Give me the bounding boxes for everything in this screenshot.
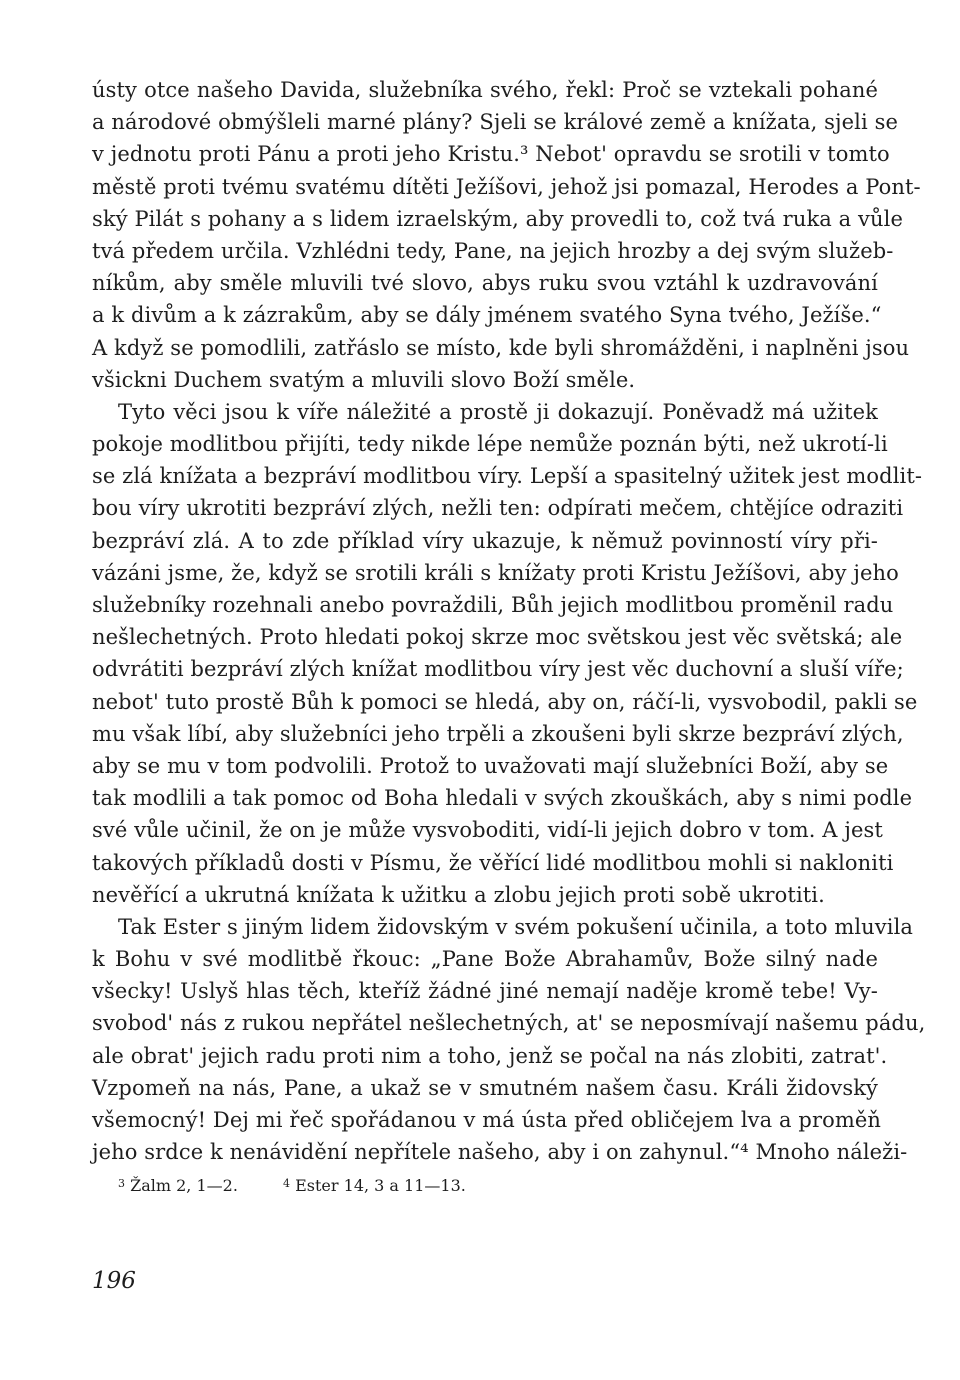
text-line: své vůle učinil, že on je může vysvoboditi, vidí-li jejich dobro v tom. A jest — [92, 818, 883, 843]
text-line: ský Pilát s pohany a s lidem izraelským, aby provedli to, což tvá ruka a vůle — [92, 206, 903, 231]
paragraph-first-line: Tak Ester s jiným lidem židovským v svém pokušení učinila, a toto mluvila — [118, 914, 914, 939]
text-line: všecky! Uslyš hlas těch, kteříž žádné jiné nemají naděje kromě tebe! Vy- — [92, 979, 878, 1004]
text-line: a k divům a k zázrakům, aby se dály jménem svatého Syna tvého, Ježíše.“ — [92, 303, 882, 328]
text-line: ale obrat' jejich radu proti nim a toho, jenž se počal na nás zlobiti, zatrat'. — [92, 1043, 888, 1068]
text-line: a národové obmýšleli marné plány? Sjeli se králové země a knížata, sjeli se — [92, 110, 898, 135]
page-body — [92, 74, 926, 1197]
text-line: se zlá knížata a bezpráví modlitbou víry. Lepší a spasitelný užitek jest modlit- — [92, 464, 923, 489]
text-line: odvrátiti bezpráví zlých knížat modlitbou víry jest věc duchovní a sluší víře; — [92, 657, 904, 682]
text-line: bezpráví zlá. A to zde příklad víry ukazuje, k němuž povinností víry při- — [92, 528, 878, 553]
text-line: jeho srdce k nenávidění nepřítele našeho, aby i on zahynul.“⁴ Mnoho náleži- — [92, 1140, 908, 1165]
text-line: takových příkladů dosti v Písmu, že věřící lidé modlitbou mohli si nakloniti — [92, 850, 894, 875]
footnote-mark: 3 — [118, 1177, 125, 1191]
text-line: aby se mu v tom podvolili. Protož to uvažovati mají služebníci Boží, aby se — [92, 753, 889, 778]
text-line: A když se pomodlili, zatřáslo se místo, kde byli shromážděni, i naplněni jsou — [92, 335, 910, 360]
text-line: svobod' nás z rukou nepřátel nešlechetných, at' se neposmívají našemu pádu, — [92, 1011, 926, 1036]
page-number: 196 — [92, 1268, 136, 1294]
footnote-text: Žalm 2, 1—2. — [130, 1176, 238, 1196]
footnotes — [92, 1175, 878, 1197]
text-line: nevěřící a ukrutná knížata k užitku a zlobu jejich proti sobě ukrotiti. — [92, 882, 825, 907]
text-line: tvá předem určila. Vzhlédni tedy, Pane, na jejich hrozby a dej svým služeb- — [92, 238, 894, 263]
text-line: nebot' tuto prostě Bůh k pomoci se hledá, aby on, ráčí-li, vysvobodil, pakli se — [92, 689, 918, 714]
text-line: městě proti tvému svatému dítěti Ježíšovi, jehož jsi pomazal, Herodes a Pont- — [92, 174, 921, 199]
text-line: vázáni jsme, že, když se srotili králi s knížaty proti Kristu Ježíšovi, aby jeho — [92, 560, 899, 585]
text-line: mu však líbí, aby služebníci jeho trpěli a zkoušeni byli skrze bezpráví zlých, — [92, 721, 904, 746]
text-line: Vzpomeň na nás, Pane, a ukaž se v smutném našem času. Králi židovský — [92, 1075, 878, 1100]
paragraph-first-line: Tyto věci jsou k víře náležité a prostě ji dokazují. Poněvadž má užitek — [118, 399, 878, 424]
text-line: níkům, aby směle mluvili tvé slovo, abys ruku svou vztáhl k uzdravování — [92, 271, 878, 296]
footnote-mark: 4 — [283, 1177, 291, 1191]
text-line: k Bohu v své modlitbě řkouc: „Pane Bože Abrahamův, Bože silný nade — [92, 947, 878, 972]
text-line: nešlechetných. Proto hledati pokoj skrze moc světskou jest věc světská; ale — [92, 625, 903, 650]
text-line: všemocný! Dej mi řeč spořádanou v má ústa před obličejem lva a proměň — [92, 1108, 882, 1132]
footnote-4 — [283, 1175, 466, 1197]
footnote-text: Ester 14, 3 a 11—13. — [295, 1176, 466, 1196]
text-line: bou víry ukrotiti bezpráví zlých, nežli ten: odpírati mečem, chtějíce odraziti — [92, 496, 904, 521]
footnote-3 — [118, 1175, 238, 1197]
text-line: všickni Duchem svatým a mluvili slovo Boží směle. — [92, 367, 636, 392]
text-line: pokoje modlitbou přijíti, tedy nikde lépe nemůže poznán býti, než ukrotí-li — [92, 432, 888, 457]
text-line: služebníky rozehnali anebo povraždili, Bůh jejich modlitbou proměnil radu — [92, 593, 894, 617]
text-line: ústy otce našeho Davida, služebníka svého, řekl: Proč se vztekali pohané — [92, 78, 878, 102]
text-line: v jednotu proti Pánu a proti jeho Kristu.³ Nebot' opravdu se srotili v tomto — [92, 142, 890, 167]
text-line: tak modlili a tak pomoc od Boha hledali v svých zkouškách, aby s nimi podle — [92, 786, 913, 811]
